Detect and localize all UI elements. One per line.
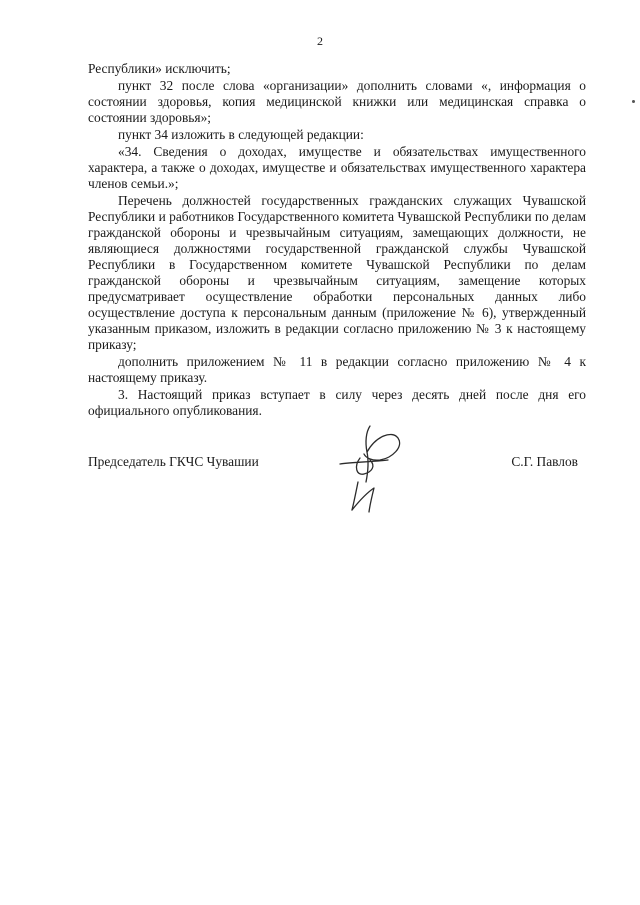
paragraph-item-34-text: «34. Сведения о доходах, имуществе и обязательствах имущественного характера, а также о доходах, имуществе и обязательствах имущественного характера членов семьи.»; [88,144,586,192]
paragraph-appendix-11: дополнить приложением № 11 в редакции согласно приложению № 4 к настоящему приказу. [88,353,586,385]
page-number: 2 [317,34,323,48]
scan-speck [632,100,635,103]
paragraph-positions-list: Перечень должностей государственных гражданских служащих Чувашской Республики и работников Государственного комитета Чувашской Республики по делам гражданской обороны и чрезвычайным ситуациям, замещающих должности, не являющиеся должностями государственной гражданской службы Чувашской Республики в Государственном комитете Чувашской Республики по делам гражданской обороны и чрезвычайным ситуациям, замещение которых предусматривает осуществление обработки персональных данных либо осуществление доступа к персональным данным (приложение № 6), утвержденный указанным приказом, изложить в редакции согласно приложению № 3 к настоящему приказу; [88,193,586,352]
handwritten-signature [336,422,416,514]
signer-name: С.Г. Павлов [511,454,578,469]
paragraph-item-32: пункт 32 после слова «организации» дополнить словами «, информация о состоянии здоровья, копия медицинской книжки или медицинская справка о состоянии здоровья»; [88,78,586,126]
paragraph-item-34-intro: пункт 34 изложить в следующей редакции: [118,127,364,143]
document-body [88,61,586,420]
paragraph-continuation: Республики» исключить; [88,61,231,76]
paragraph-effective-date: 3. Настоящий приказ вступает в силу через десять дней после дня его официального опубликования. [88,386,586,418]
signer-title: Председатель ГКЧС Чувашии [88,454,259,469]
